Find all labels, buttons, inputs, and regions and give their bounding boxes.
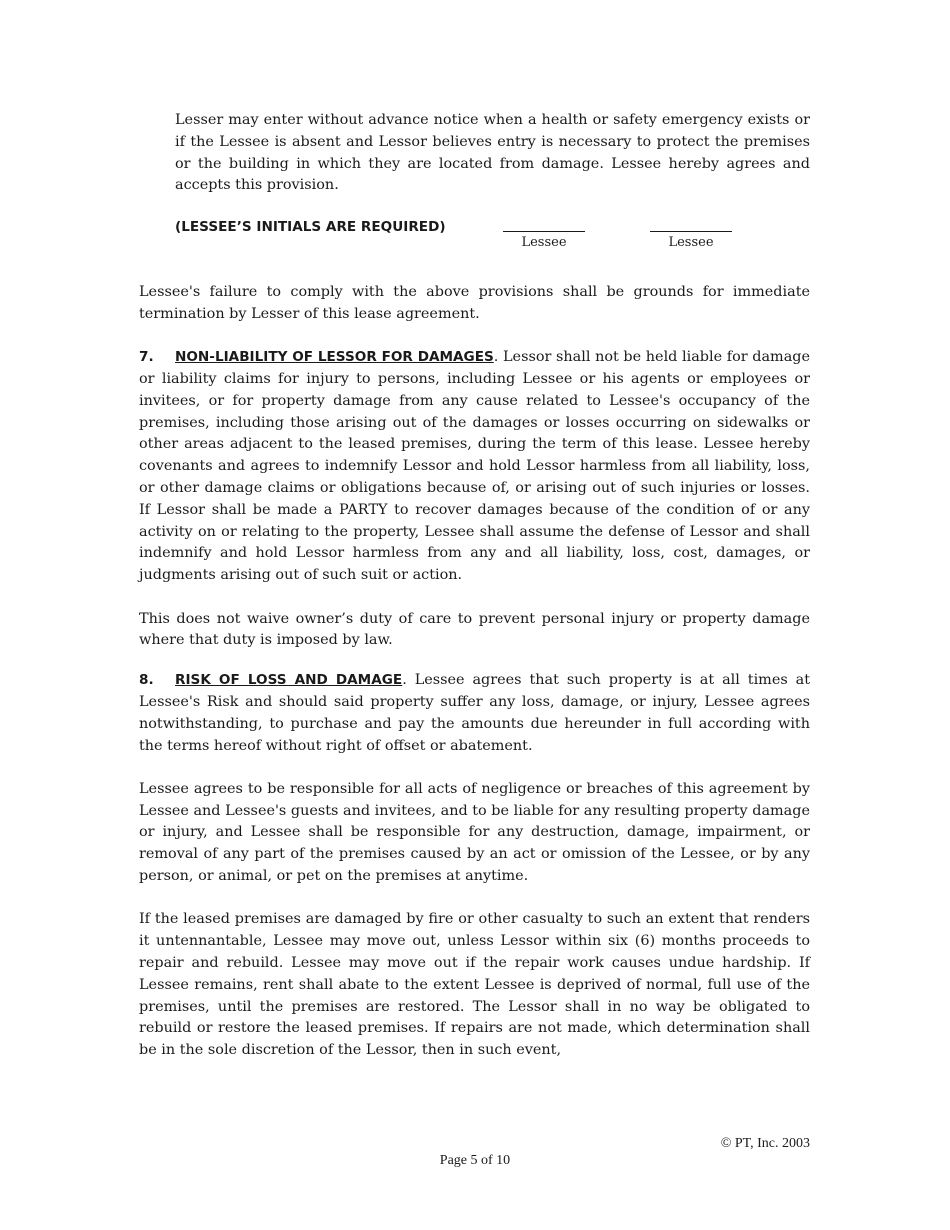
section-8-number: 8. (139, 672, 154, 689)
section-7-heading: NON-LIABILITY OF LESSOR FOR DAMAGES (175, 349, 494, 366)
section-8-body: Lessee agrees that such property is at all times at Lessee's Risk and should said property suffer any loss, damage, or injury, Lessee agrees notwithstanding, to purchase and pay the amounts due hereunder in full according with the terms hereof without right of offset or abatement. (139, 672, 811, 754)
failure-paragraph: Lessee's failure to comply with the above provisions shall be grounds for immediate termination by Lesser of this lease agreement. (139, 284, 810, 322)
page-number: Page 5 of 10 (439, 1153, 511, 1168)
section-7-body: Lessor shall not be held liable for damage or liability claims for injury to persons, including Lessee or his agents or employees or invitees, or for property damage from any cause related to Lessee's occupancy of the premises, including those arising out of the damages or losses occurring on sidewalks or other areas adjacent to the leased premises, during the term of this lease. Lessee hereby covenants and agrees to indemnify Lessor and hold Lessor harmless from all liability, loss, or other damage claims or obligations because of, or arising out of such injuries or losses. If Lessor shall be made a PARTY to recover damages because of the condition of or any activity on or relating to the property, Lessee shall assume the defense of Lessor and shall indemnify and hold Lessor harmless from any and all liability, loss, cost, damages, or judgments arising out of such suit or action. (139, 349, 810, 584)
initials-field-1[interactable] (503, 219, 585, 250)
entry-notice-paragraph: Lesser may enter without advance notice when a health or safety emergency exists or if the Lessee is absent and Lessor believes entry is necessary to protect the premises or the building in which they are located from damage. Lessee hereby agrees and accepts this provision. (175, 112, 810, 194)
copyright-notice: © PT, Inc. 2003 (720, 1136, 810, 1151)
casualty-paragraph: If the leased premises are damaged by fire or other casualty to such an extent that renders it untennantable, Lessee may move out, unless Lessor within six (6) months proceeds to repair and rebuild. Lessee may move out if the repair work causes undue hardship. If Lessee remains, rent shall abate to the extent Lessee is deprived of normal, full use of the premises, until the premises are restored. The Lessor shall in no way be obligated to rebuild or restore the leased premises. If repairs are not made, which determination shall be in the sole discretion of the Lessor, then in such event, (139, 911, 810, 1059)
section-8-heading: RISK OF LOSS AND DAMAGE (175, 672, 403, 689)
duty-of-care-paragraph: This does not waive owner’s duty of care to prevent personal injury or property damage where that duty is imposed by law. (139, 610, 810, 649)
section-8-paragraph: 8. RISK OF LOSS AND DAMAGE. Lessee agrees that such property is at all times at Lessee's Risk and should said property suffer any loss, damage, or injury, Lessee agrees notwithstanding, to purchase and pay the amounts due hereunder in full according with the terms hereof without right of offset or abatement. (139, 672, 811, 754)
initials-caption-2: Lessee (668, 234, 714, 250)
section-7-number: 7. (139, 349, 154, 366)
negligence-paragraph: Lessee agrees to be responsible for all acts of negligence or breaches of this agreement by Lessee and Lessee's guests and invitees, and to be liable for any resulting property damage or injury, and Lessee shall be responsible for any destruction, damage, impairment, or removal of any part of the premises caused by an act or omission of the Lessee, or by any person, or animal, or pet on the premises at anytime. (139, 780, 810, 885)
initials-caption-1: Lessee (521, 234, 567, 250)
initials-line-2[interactable] (650, 219, 732, 232)
initials-row (175, 219, 810, 261)
section-7-paragraph: 7. NON-LIABILITY OF LESSOR FOR DAMAGES. Lessor shall not be held liable for damage or liability claims for injury to persons, including Lessee or his agents or employees or invitees, or for property damage from any cause related to Lessee's occupancy of the premises, including those arising out of the damages or losses occurring on sidewalks or other areas adjacent to the leased premises, during the term of this lease. Lessee hereby covenants and agrees to indemnify Lessor and hold Lessor harmless from all liability, loss, or other damage claims or obligations because of, or arising out of such injuries or losses. If Lessor shall be made a PARTY to recover damages because of the condition of or any activity on or relating to the property, Lessee shall assume the defense of Lessor and shall indemnify and hold Lessor harmless from any and all liability, loss, cost, damages, or judgments arising out of such suit or action. (139, 349, 810, 584)
initials-label: (LESSEE’S INITIALS ARE REQUIRED) (175, 218, 446, 235)
document-body (139, 110, 810, 1062)
initials-line-1[interactable] (503, 219, 585, 232)
initials-field-2[interactable] (650, 219, 732, 250)
